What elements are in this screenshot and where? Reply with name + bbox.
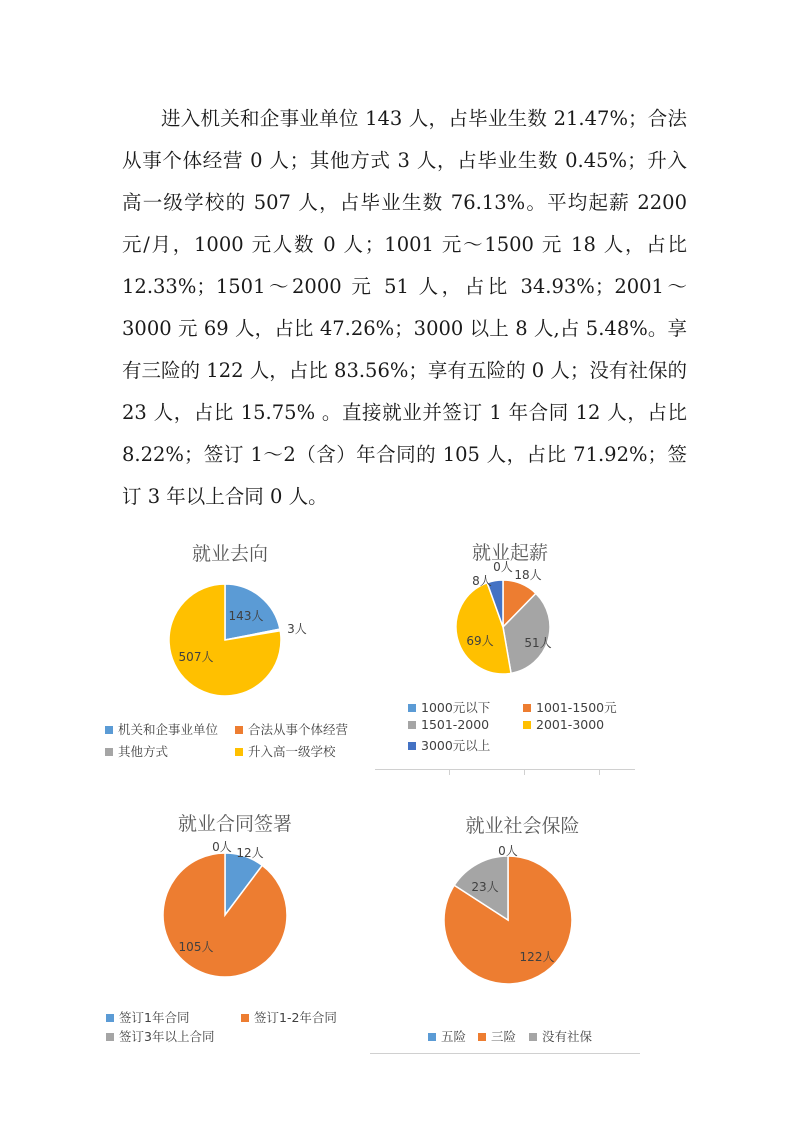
data-label: 8人 <box>472 574 492 588</box>
legend-swatch <box>106 1033 114 1041</box>
legend-item <box>105 720 218 738</box>
data-label: 0人 <box>498 844 518 858</box>
legend-item <box>428 1027 466 1045</box>
legend-label: 签订1年合同 <box>119 1010 190 1025</box>
axis-line <box>375 769 635 770</box>
legend-swatch <box>529 1033 537 1041</box>
data-label: 0人 <box>212 840 232 854</box>
legend-item <box>523 698 617 716</box>
legend-item <box>235 742 336 760</box>
legend-label: 合法从事个体经营 <box>248 722 349 737</box>
axis-line <box>370 1053 640 1054</box>
legend-item <box>478 1027 516 1045</box>
pie-chart-social-insurance <box>400 805 645 1055</box>
legend-swatch <box>478 1033 486 1041</box>
axis-tick <box>449 769 450 775</box>
data-label: 18人 <box>514 568 542 582</box>
data-label: 0人 <box>493 560 513 574</box>
data-label: 12人 <box>236 846 264 860</box>
chart-title: 就业起薪 <box>471 542 548 564</box>
data-label: 122人 <box>519 950 555 964</box>
data-label: 105人 <box>178 940 214 954</box>
legend-swatch <box>105 726 113 734</box>
pie-svg <box>400 805 645 1055</box>
pie-chart-starting-salary <box>400 535 640 775</box>
legend-label: 3000元以上 <box>421 738 491 753</box>
legend-item <box>105 742 168 760</box>
legend-label: 签订3年以上合同 <box>119 1029 215 1044</box>
data-label: 3人 <box>287 622 307 636</box>
legend-item <box>523 717 604 732</box>
legend-swatch <box>105 748 113 756</box>
legend-label: 1501-2000 <box>421 717 490 732</box>
legend-swatch <box>408 742 416 750</box>
legend-item <box>529 1027 592 1045</box>
legend-item <box>408 698 490 716</box>
axis-tick <box>599 769 600 775</box>
legend-swatch <box>408 704 416 712</box>
legend-item <box>408 736 490 754</box>
data-label: 23人 <box>471 880 499 894</box>
legend-swatch <box>428 1033 436 1041</box>
axis-tick <box>524 769 525 775</box>
legend-item <box>235 720 348 738</box>
legend-swatch <box>235 726 243 734</box>
data-label: 143人 <box>228 609 264 623</box>
legend-label: 升入高一级学校 <box>248 744 336 759</box>
legend-label: 三险 <box>491 1029 517 1044</box>
chart-title: 就业合同签署 <box>177 813 292 835</box>
legend-swatch <box>106 1014 114 1022</box>
legend-label: 签订1-2年合同 <box>254 1010 337 1025</box>
legend-swatch <box>408 721 416 729</box>
body-paragraph: 进入机关和企事业单位 143 人，占毕业生数 21.47%；合法从事个体经营 0 人；其他方式 3 人，占毕业生数 0.45%；升入高一级学校的 507 人，占毕业生数 76.13%。平均起薪 2200 元/月，1000 元人数 0 人；1001 元～1500 元 18 人，占比 12.33%；1501～2000 元 51 人，占比 34.93%；2001～3000 元 69 人，占比 47.26%；3000 以上 8 人,占 5.48%。享有三险的 122 人，占比 83.56%；享有五险的 0 人；没有社保的 23 人，占比 15.75% 。直接就业并签订 1 年合同 12 人，占比 8.22%；签订 1～2（含）年合同的 105 人，占比 71.92%；签订 3 年以上合同 0 人。 <box>122 107 687 508</box>
legend-swatch <box>523 704 531 712</box>
legend-item <box>106 1008 189 1026</box>
legend-label: 1000元以下 <box>421 700 491 715</box>
chart-title: 就业去向 <box>191 543 268 565</box>
legend-item <box>241 1008 337 1026</box>
data-label: 507人 <box>178 650 214 664</box>
legend-item <box>408 717 489 732</box>
legend-label: 2001-3000 <box>536 717 605 732</box>
legend-swatch <box>241 1014 249 1022</box>
legend-label: 其他方式 <box>118 744 169 759</box>
legend-item <box>106 1027 214 1045</box>
pie-chart-employment-destination <box>100 535 360 765</box>
legend-label: 五险 <box>441 1029 467 1044</box>
legend-swatch <box>235 748 243 756</box>
pie-chart-contract-signing <box>100 805 370 1055</box>
legend-label: 机关和企事业单位 <box>118 722 219 737</box>
data-label: 51人 <box>524 636 552 650</box>
legend-swatch <box>523 721 531 729</box>
data-label: 69人 <box>466 634 494 648</box>
legend-label: 1001-1500元 <box>536 700 617 715</box>
chart-title: 就业社会保险 <box>465 815 580 837</box>
pie-slice-2 <box>163 853 287 977</box>
legend-label: 没有社保 <box>542 1029 593 1044</box>
